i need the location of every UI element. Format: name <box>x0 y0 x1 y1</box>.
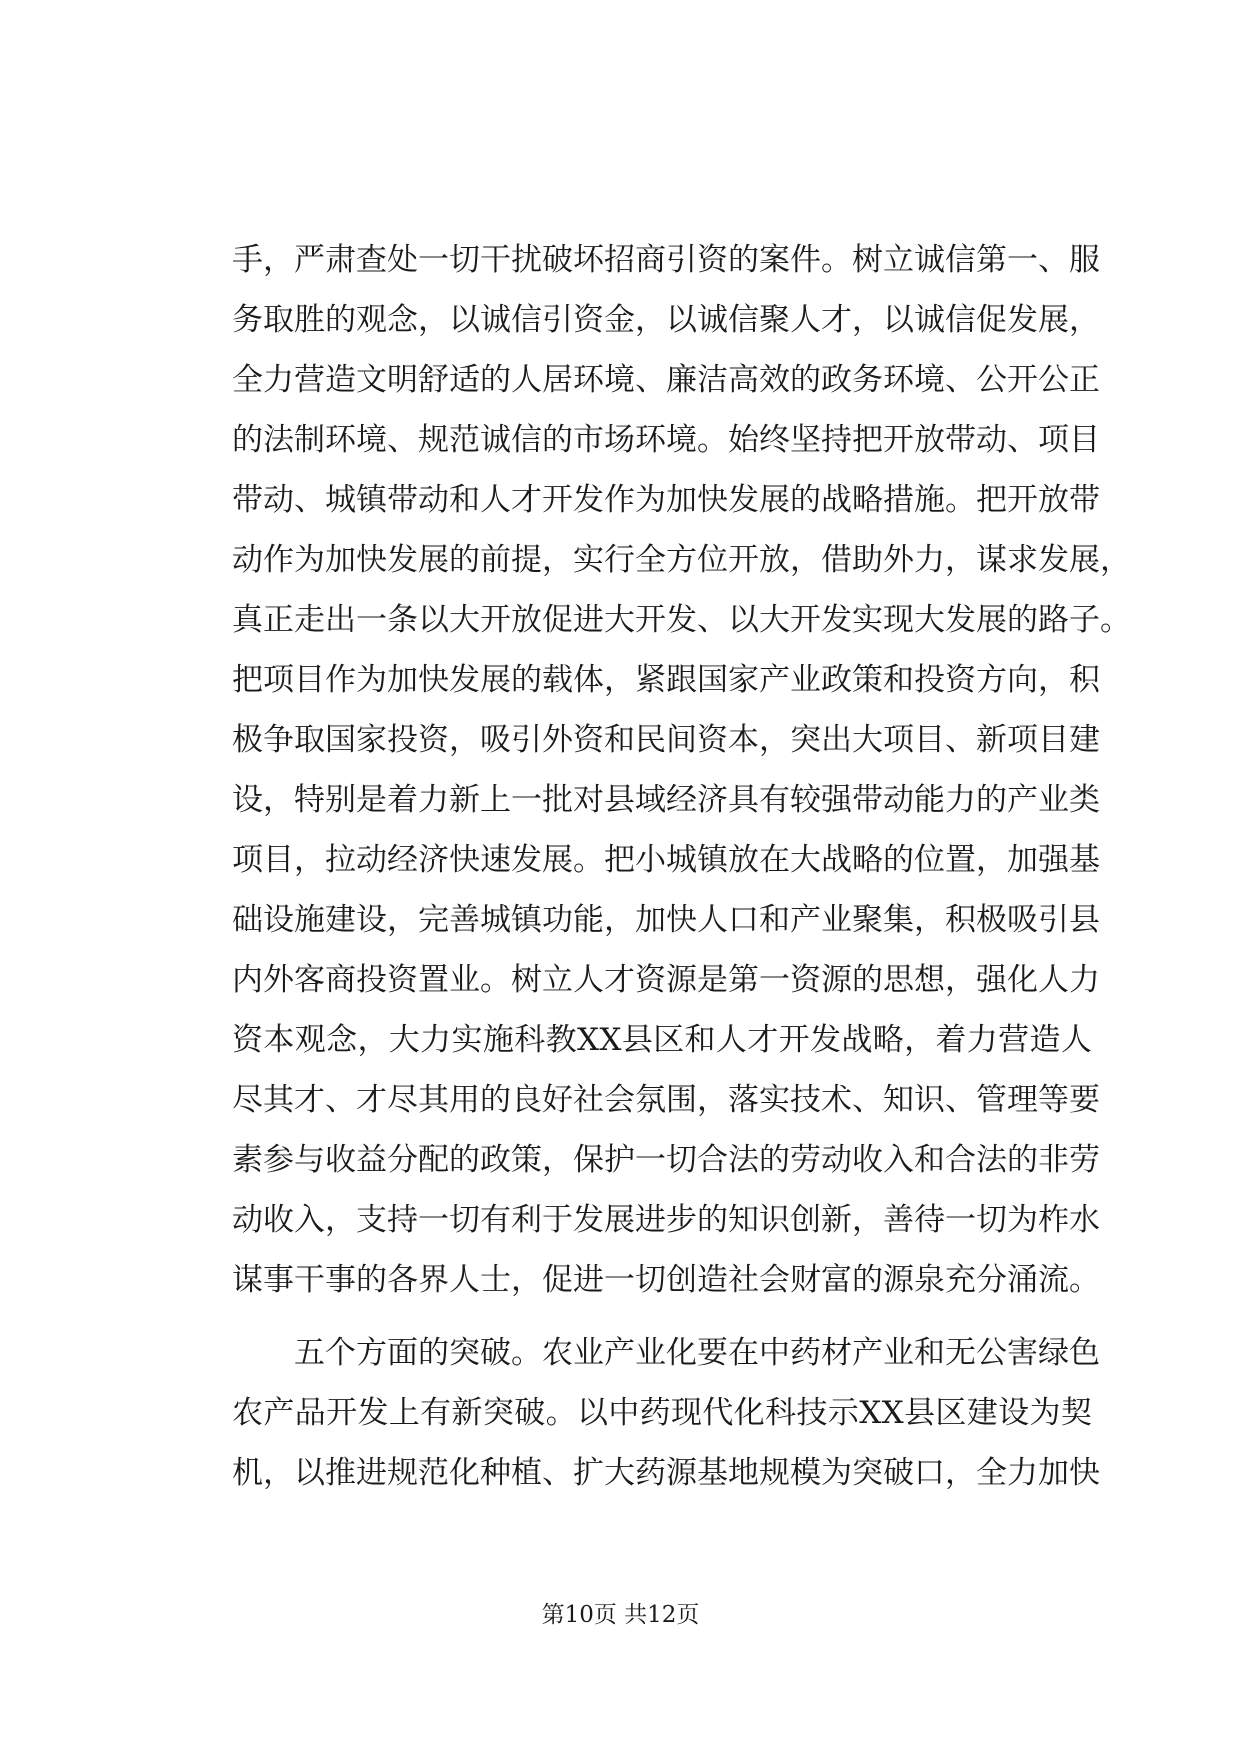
text-line: 的 法 制 环 境 、 规 范 诚 信 的 市 场 环 境 。 始 终 坚 持 把 开 放 带 动 、 项 目 <box>232 422 1100 458</box>
text-line: 务 取 胜 的 观 念 ， 以 诚 信 引 资 金 ， 以 诚 信 聚 人 才 ， 以 诚 信 促 发 展 ， <box>232 302 1100 338</box>
text-line: 手 ， 严 肃 查 处 一 切 干 扰 破 坏 招 商 引 资 的 案 件 。 树 立 诚 信 第 一 、 服 <box>232 242 1100 278</box>
text-line: 项 目 ， 拉 动 经 济 快 速 发 展 。 把 小 城 镇 放 在 大 战 略 的 位 置 ， 加 强 基 <box>232 842 1100 878</box>
text-line: 础 设 施 建 设 ， 完 善 城 镇 功 能 ， 加 快 人 口 和 产 业 聚 集 ， 积 极 吸 引 县 <box>232 902 1100 938</box>
text-line: 农 产 品 开 发 上 有 新 突 破 。 以 中 药 现 代 化 科 技 示 X X 县 区 建 设 为 契 <box>232 1395 1092 1431</box>
text-line: 资 本 观 念 ， 大 力 实 施 科 教 X X 县 区 和 人 才 开 发 战 略 ， 着 力 营 造 人 <box>232 1022 1092 1058</box>
text-line: 尽 其 才 、 才 尽 其 用 的 良 好 社 会 氛 围 ， 落 实 技 术 、 知 识 、 管 理 等 要 <box>232 1082 1100 1118</box>
text-line: 内 外 客 商 投 资 置 业 。 树 立 人 才 资 源 是 第 一 资 源 的 思 想 ， 强 化 人 力 <box>232 962 1100 998</box>
text-line: 素 参 与 收 益 分 配 的 政 策 ， 保 护 一 切 合 法 的 劳 动 收 入 和 合 法 的 非 劳 <box>232 1142 1100 1178</box>
page-number-footer: 第10页 共12页 <box>541 1602 700 1628</box>
text-line: 机 ， 以 推 进 规 范 化 种 植 、 扩 大 药 源 基 地 规 模 为 突 破 口 ， 全 力 加 快 <box>232 1455 1100 1491</box>
text-line: 把 项 目 作 为 加 快 发 展 的 载 体 ， 紧 跟 国 家 产 业 政 策 和 投 资 方 向 ， 积 <box>232 662 1100 698</box>
text-line: 真 正 走 出 一 条 以 大 开 放 促 进 大 开 发 、 以 大 开 发 实 现 大 发 展 的 路 子 。 <box>232 602 1131 638</box>
text-line: 全 力 营 造 文 明 舒 适 的 人 居 环 境 、 廉 洁 高 效 的 政 务 环 境 、 公 开 公 正 <box>232 362 1100 398</box>
text-line: 动 收 入 ， 支 持 一 切 有 利 于 发 展 进 步 的 知 识 创 新 ， 善 待 一 切 为 柞 水 <box>232 1202 1100 1238</box>
body-text <box>232 230 1131 1503</box>
text-line: 设 ， 特 别 是 着 力 新 上 一 批 对 县 域 经 济 具 有 较 强 带 动 能 力 的 产 业 类 <box>232 782 1100 818</box>
paragraph-first-line: 五 个 方 面 的 突 破 。 农 业 产 业 化 要 在 中 药 材 产 业 和 无 公 害 绿 色 <box>294 1335 1100 1371</box>
text-line: 谋 事 干 事 的 各 界 人 士 ， 促 进 一 切 创 造 社 会 财 富 的 源 泉 充 分 涌 流 。 <box>232 1262 1100 1298</box>
text-line: 动 作 为 加 快 发 展 的 前 提 ， 实 行 全 方 位 开 放 ， 借 助 外 力 ， 谋 求 发 展 ， <box>232 542 1131 578</box>
text-line: 极 争 取 国 家 投 资 ， 吸 引 外 资 和 民 间 资 本 ， 突 出 大 项 目 、 新 项 目 建 <box>232 722 1100 758</box>
text-line: 带 动 、 城 镇 带 动 和 人 才 开 发 作 为 加 快 发 展 的 战 略 措 施 。 把 开 放 带 <box>232 482 1100 518</box>
